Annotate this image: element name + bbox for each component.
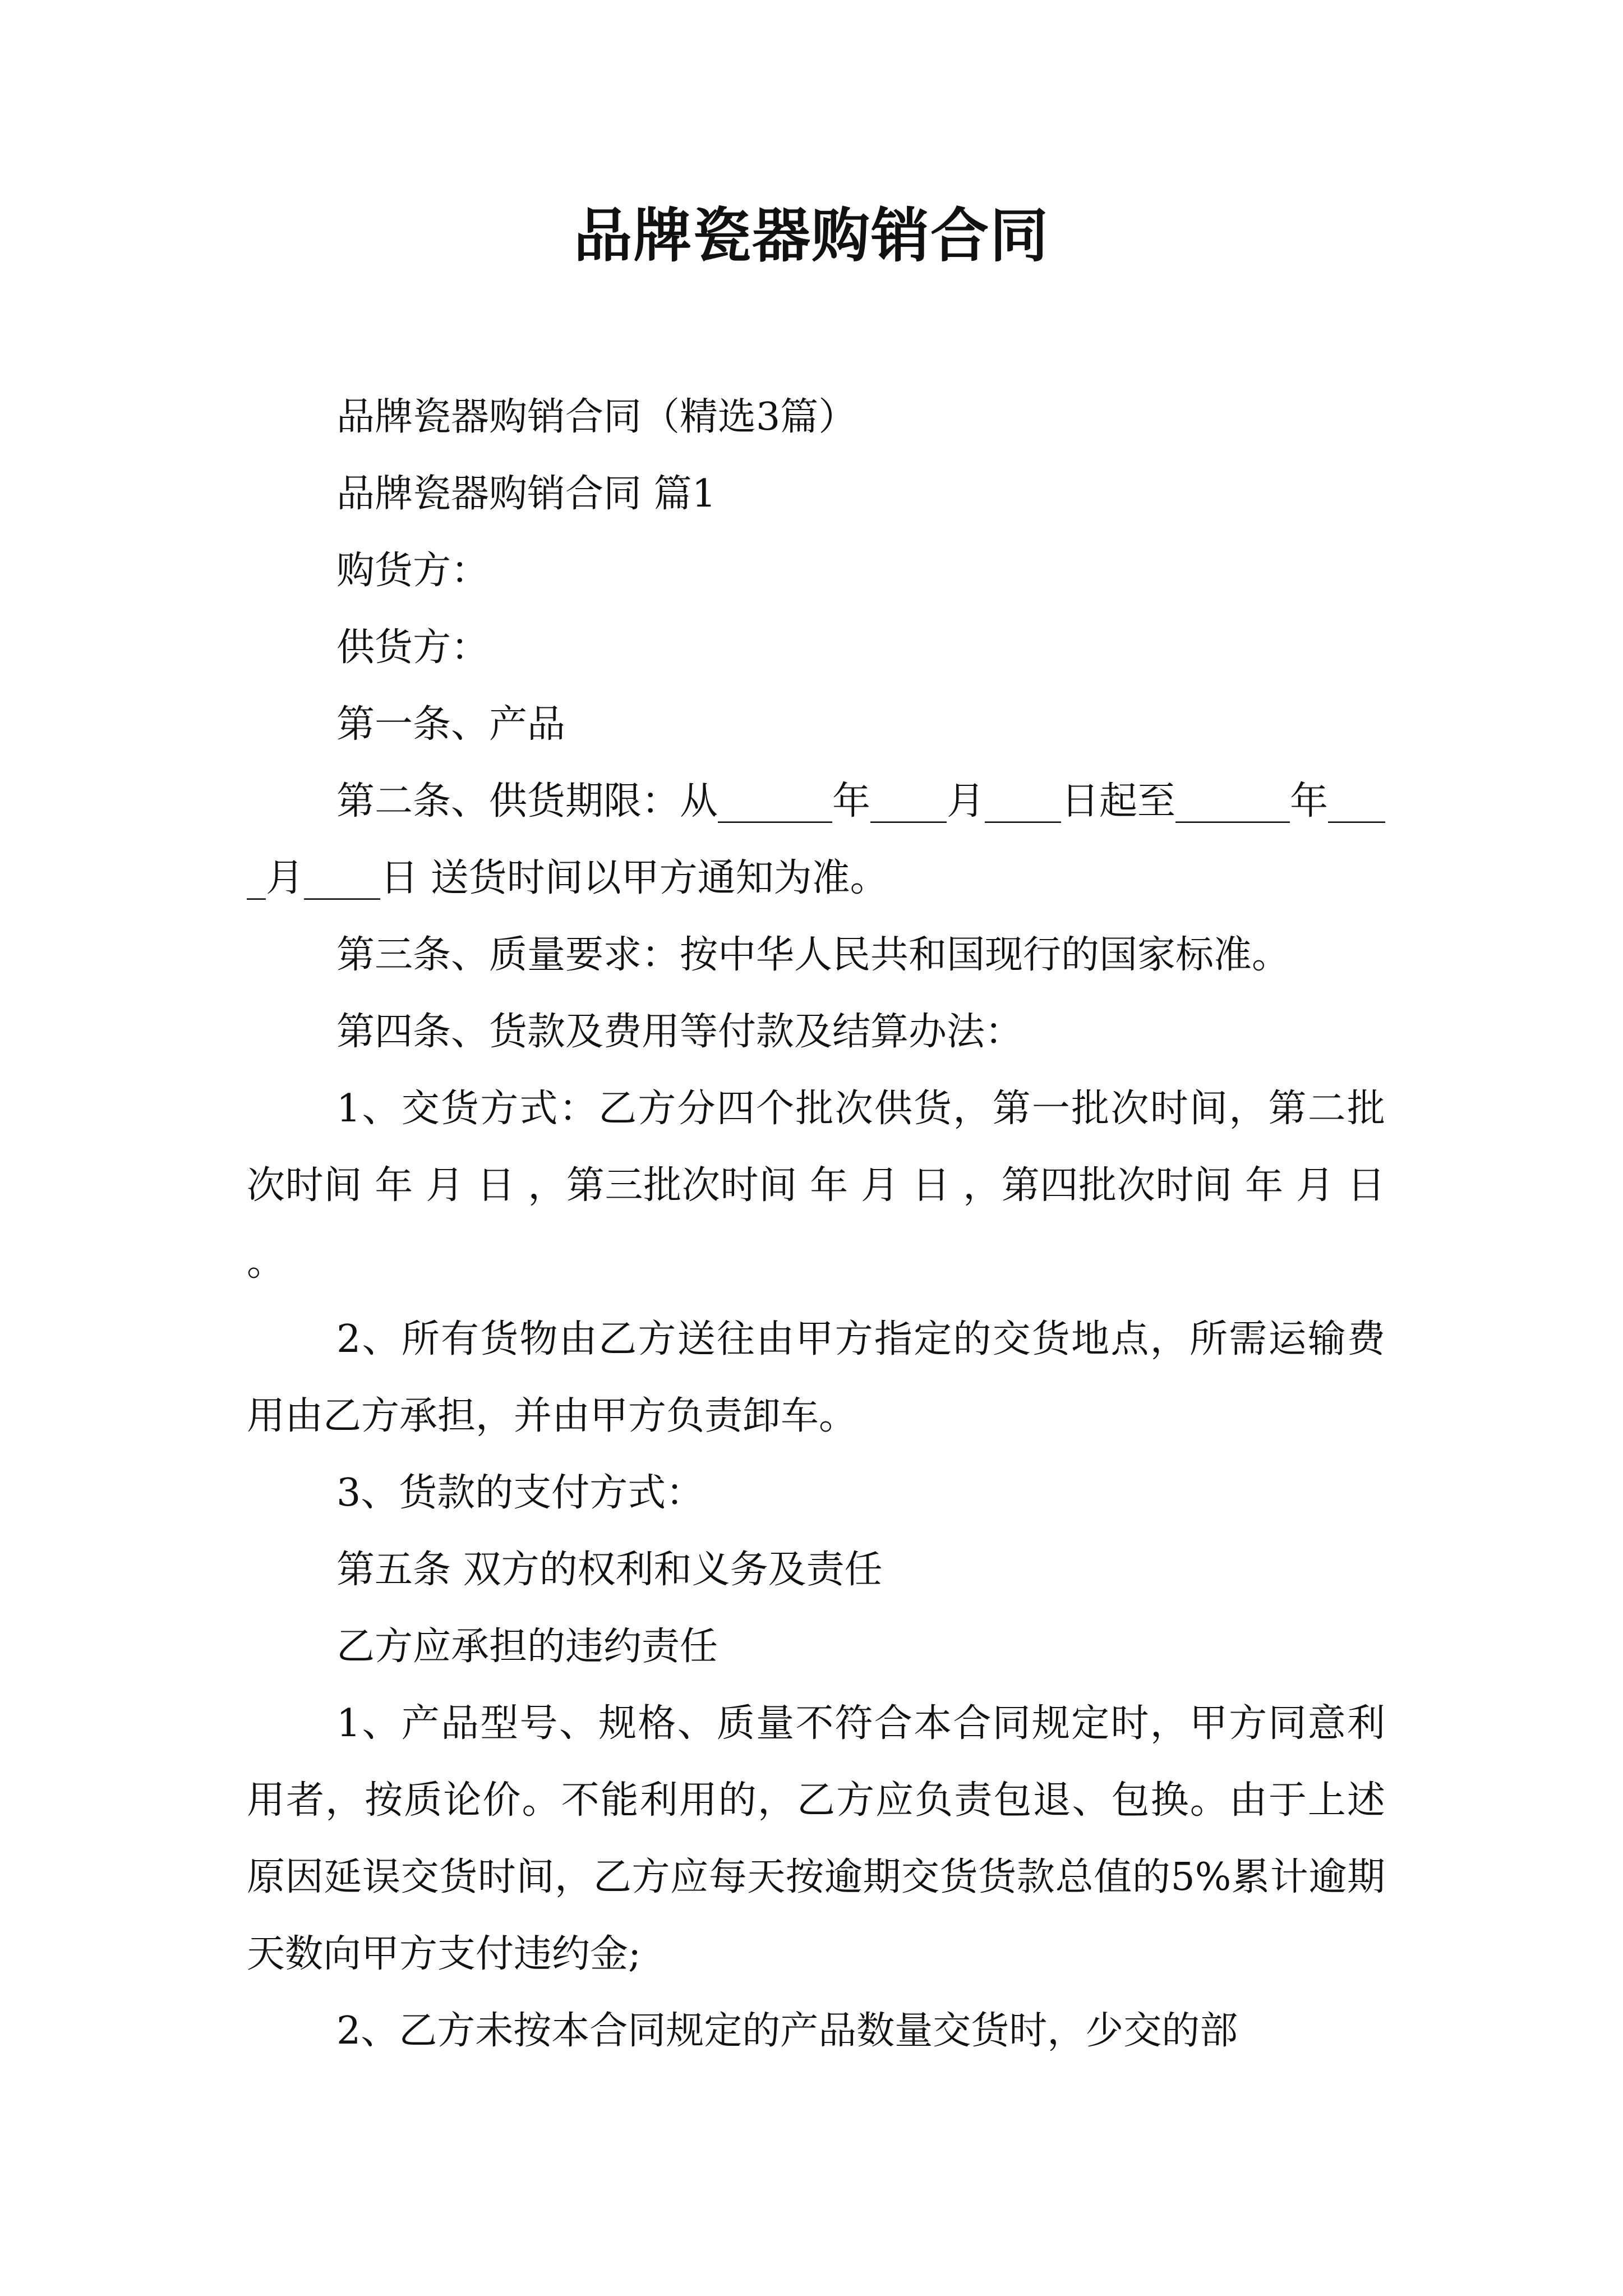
document-body: [247, 379, 1385, 2069]
paragraph-liability-1: 1、产品型号、规格、质量不符合本合同规定时，甲方同意利用者，按质论价。不能利用的，乙方应负责包退、包换。由于上述原因延误交货时间，乙方应每天按逾期交货货款总值的5%累计逾期天数向甲方支付违约金;: [247, 1701, 1385, 1976]
paragraph-buyer: 购货方：: [336, 549, 490, 593]
paragraph-liability-2: 2、乙方未按本合同规定的产品数量交货时，少交的部: [336, 2009, 1238, 2053]
paragraph-article-1: 第一条、产品: [336, 702, 566, 747]
paragraph-item-1: 1、交货方式：乙方分四个批次供货，第一批次时间，第二批次时间 年 月 日 ，第三批次时间 年 月 日 ，第四批次时间 年 月 日 。: [247, 1087, 1385, 1285]
paragraph-article-3: 第三条、质量要求：按中华人民共和国现行的国家标准。: [336, 933, 1290, 977]
paragraph-article-2: 第二条、供货期限：从______年____月____日起至______年____月____日 送货时间以甲方通知为准。: [247, 779, 1386, 900]
paragraph-supplier: 供货方：: [336, 625, 490, 670]
paragraph-article-5: 第五条 双方的权利和义务及责任: [336, 1548, 883, 1592]
document-title: 品牌瓷器购销合同: [573, 201, 1049, 270]
paragraph-section-heading: 品牌瓷器购销合同 篇1: [336, 472, 716, 516]
paragraph-item-3: 3、货款的支付方式：: [336, 1471, 704, 1515]
paragraph-liability-heading: 乙方应承担的违约责任: [336, 1625, 718, 1669]
paragraph-item-2: 2、所有货物由乙方送往由甲方指定的交货地点，所需运输费用由乙方承担，并由甲方负责卸车。: [247, 1317, 1385, 1438]
paragraph-article-4: 第四条、货款及费用等付款及结算办法：: [336, 1010, 1023, 1054]
paragraph-subtitle: 品牌瓷器购销合同（精选3篇）: [336, 395, 857, 439]
